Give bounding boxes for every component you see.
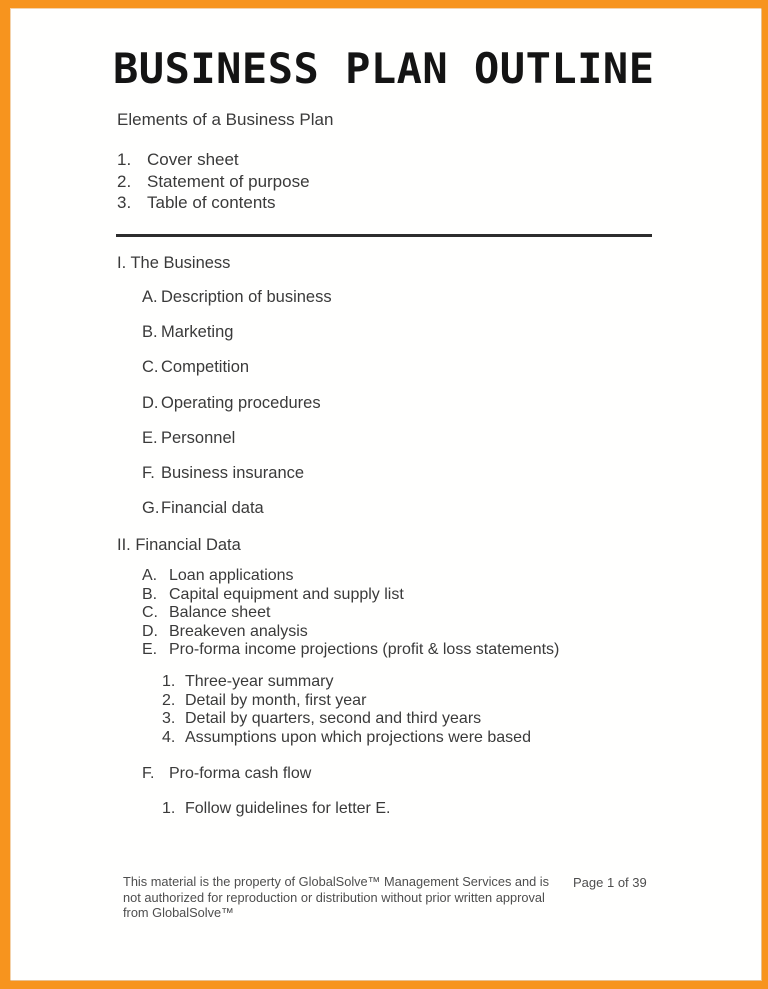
page-number: Page 1 of 39: [573, 875, 647, 890]
list-text: Assumptions upon which projections were based: [185, 728, 531, 746]
outline-item: [142, 567, 559, 586]
section-2e-sublist: [162, 673, 531, 747]
outline-item: [142, 604, 559, 623]
list-text: Pro-forma cash flow: [169, 765, 312, 782]
section-2-heading: II. Financial Data: [117, 536, 241, 554]
list-text: Detail by month, first year: [185, 691, 367, 709]
intro-list: [117, 149, 310, 214]
list-marker: 4.: [162, 728, 176, 746]
outline-subitem: [162, 800, 390, 818]
outline-item: [142, 623, 559, 642]
list-marker: B.: [142, 585, 158, 603]
outline-subitem: [162, 729, 531, 748]
list-marker: D.: [142, 393, 159, 412]
list-marker: G.: [142, 499, 160, 518]
outline-item: [142, 358, 332, 393]
section-1-heading: I. The Business: [117, 254, 231, 272]
list-text: Personnel: [161, 428, 236, 447]
list-marker: 1.: [117, 150, 132, 169]
list-text: Marketing: [161, 323, 234, 342]
outline-item: [142, 641, 559, 660]
intro-item: [117, 171, 310, 193]
list-text: Description of business: [161, 288, 332, 306]
list-marker: F.: [142, 765, 155, 782]
outline-item: [142, 429, 332, 464]
footer-notice-line: This material is the property of GlobalSolve™ Management Services and is: [123, 874, 550, 889]
section-2f-item: [142, 765, 311, 783]
list-text: Statement of purpose: [147, 171, 310, 191]
list-marker: 2.: [117, 171, 132, 191]
list-marker: 1.: [162, 673, 176, 690]
list-text: Competition: [161, 358, 250, 377]
section-1-list: [142, 288, 332, 534]
outline-item: [142, 288, 332, 323]
footer-notice-line: not authorized for reproduction or distribution without prior written approval: [123, 889, 545, 905]
list-text: Table of contents: [147, 193, 276, 212]
footer-copyright-notice: [123, 874, 563, 921]
list-marker: E.: [142, 641, 158, 659]
section-divider: [116, 234, 652, 237]
list-marker: B.: [142, 323, 158, 342]
list-text: Financial data: [161, 499, 264, 518]
list-marker: 2.: [162, 691, 176, 709]
intro-item: [117, 192, 310, 214]
outline-item: [142, 586, 559, 605]
list-marker: A.: [142, 288, 158, 306]
list-text: Pro-forma income projections (profit & loss statements): [169, 641, 560, 659]
outline-subitem: [162, 673, 531, 692]
footer-notice-line: from GlobalSolve™: [123, 905, 234, 921]
list-text: Cover sheet: [147, 150, 239, 169]
list-text: Balance sheet: [169, 604, 271, 622]
list-text: Detail by quarters, second and third years: [185, 710, 482, 728]
outline-subitem: [162, 710, 531, 729]
outline-item: [142, 323, 332, 358]
list-marker: A.: [142, 567, 158, 584]
list-marker: C.: [142, 604, 158, 622]
list-marker: F.: [142, 463, 155, 482]
section-2f-sublist: [162, 800, 390, 818]
list-text: Loan applications: [169, 567, 294, 584]
outline-item: [142, 765, 311, 783]
list-marker: 3.: [117, 193, 132, 212]
list-marker: D.: [142, 622, 158, 640]
intro-item: [117, 149, 310, 171]
list-marker: 3.: [162, 710, 176, 728]
document-subtitle: Elements of a Business Plan: [117, 110, 334, 129]
document-title: BUSINESS PLAN OUTLINE: [113, 44, 655, 93]
list-text: Breakeven analysis: [169, 622, 308, 640]
outline-item: [142, 499, 332, 534]
list-marker: 1.: [162, 800, 176, 817]
list-marker: C.: [142, 358, 159, 377]
outline-item: [142, 464, 332, 499]
list-marker: E.: [142, 428, 158, 447]
list-text: Capital equipment and supply list: [169, 585, 404, 603]
list-text: Operating procedures: [161, 393, 321, 412]
list-text: Follow guidelines for letter E.: [185, 800, 391, 817]
list-text: Business insurance: [161, 463, 305, 482]
outline-item: [142, 394, 332, 429]
outline-subitem: [162, 692, 531, 711]
list-text: Three-year summary: [185, 673, 334, 690]
section-2-list: [142, 567, 559, 660]
